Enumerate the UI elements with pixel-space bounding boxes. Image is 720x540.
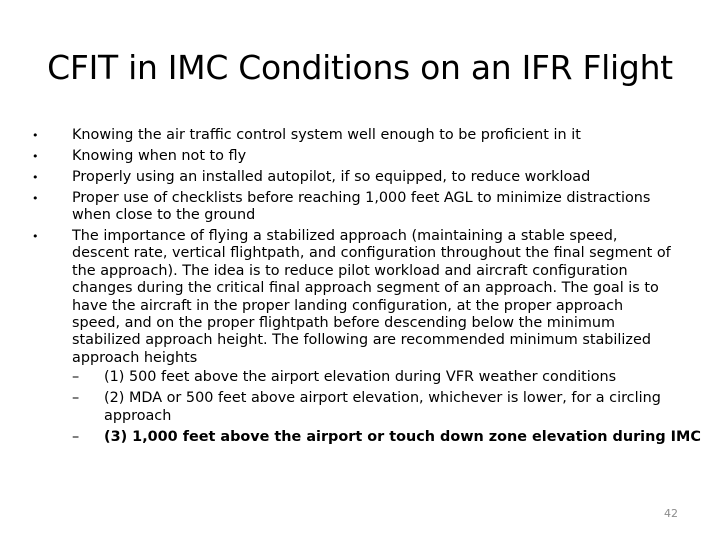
dash-icon: – bbox=[72, 369, 80, 386]
bullet-text: descent rate, vertical flightpath, and configuration throughout the final segment of bbox=[72, 245, 671, 262]
bullet-icon: • bbox=[32, 170, 39, 184]
bullet-text: Knowing when not to fly bbox=[72, 147, 247, 164]
bullet-text: speed, and on the proper flightpath before descending below the minimum bbox=[72, 315, 616, 332]
sub-bullet-text: (2) MDA or 500 feet above airport elevation, whichever is lower, for a circling bbox=[104, 390, 661, 407]
bullet-item bbox=[30, 190, 690, 225]
sub-bullet-item bbox=[72, 390, 690, 425]
bullet-icon: • bbox=[32, 230, 39, 244]
dash-icon: – bbox=[72, 390, 80, 407]
bullet-icon: • bbox=[32, 191, 39, 205]
bullet-text: changes during the critical final approach segment of an approach. The goal is to bbox=[72, 280, 659, 297]
sub-bullet-item bbox=[72, 428, 701, 446]
bullet-icon: • bbox=[32, 149, 39, 163]
sub-bullet-text: (1) 500 feet above the airport elevation during VFR weather conditions bbox=[104, 369, 617, 386]
bullet-text: Proper use of checklists before reaching 1,000 feet AGL to minimize distractions bbox=[72, 189, 651, 206]
bullet-text: The importance of flying a stabilized approach (maintaining a stable speed, bbox=[72, 228, 618, 245]
bullet-item bbox=[30, 169, 690, 186]
sub-bullet-list bbox=[72, 369, 701, 446]
slide-title: CFIT in IMC Conditions on an IFR Flight bbox=[47, 48, 673, 87]
bullet-text: the approach). The idea is to reduce pilot workload and aircraft configuration bbox=[72, 262, 628, 279]
sub-bullet-text: approach bbox=[104, 407, 172, 424]
sub-bullet-text: (3) 1,000 feet above the airport or touch down zone elevation during IMC bbox=[104, 428, 701, 445]
bullet-text: stabilized approach height. The following are recommended minimum stabilized bbox=[72, 332, 651, 349]
bullet-text: have the aircraft in the proper landing configuration, at the proper approach bbox=[72, 297, 624, 314]
dash-icon: – bbox=[72, 428, 80, 445]
bullet-list bbox=[30, 127, 701, 449]
bullet-text: when close to the ground bbox=[72, 207, 256, 224]
bullet-text: Properly using an installed autopilot, if so equipped, to reduce workload bbox=[72, 168, 591, 185]
page-number: 42 bbox=[664, 507, 678, 520]
bullet-icon: • bbox=[32, 129, 39, 142]
bullet-text: Knowing the air traffic control system well enough to be proficient in it bbox=[72, 127, 581, 143]
sub-bullet-item bbox=[72, 369, 690, 386]
bullet-item bbox=[30, 127, 690, 144]
bullet-item bbox=[30, 228, 701, 446]
bullet-text: approach heights bbox=[72, 349, 198, 366]
bullet-item bbox=[30, 148, 690, 165]
